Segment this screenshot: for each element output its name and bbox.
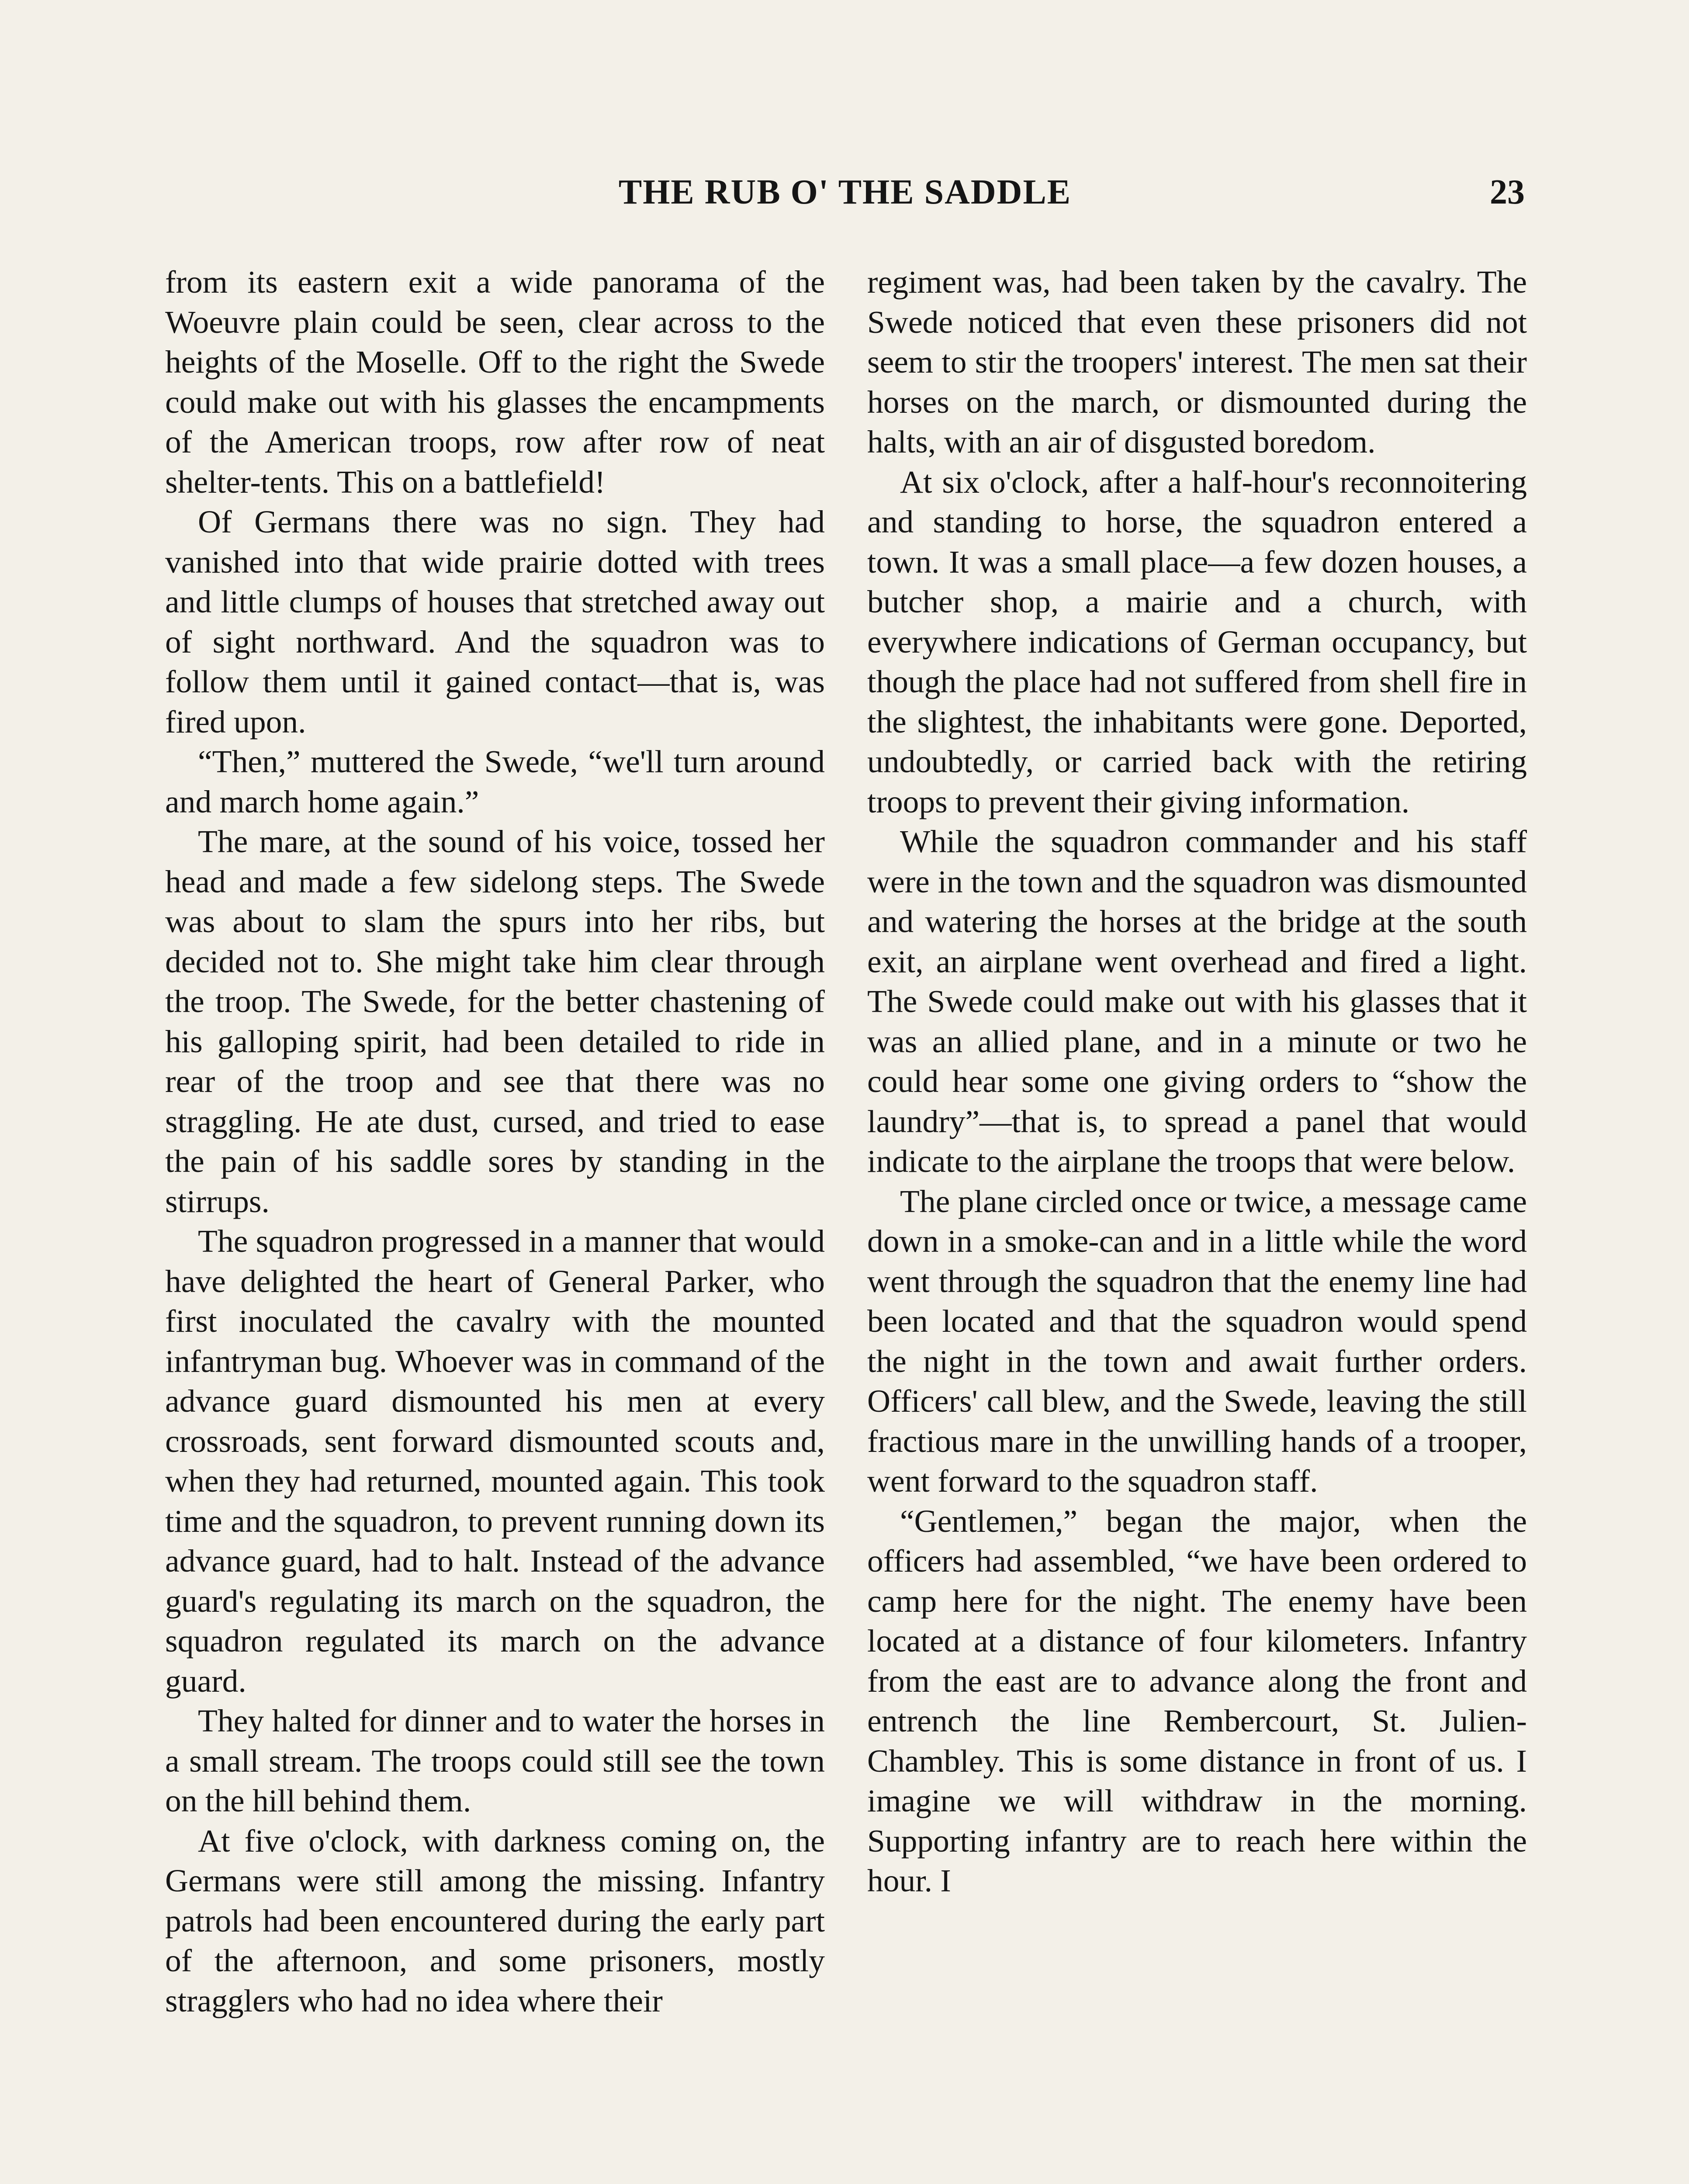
paragraph: At five o'clock, with darkness coming on, the Germans were still among the missing. Infantry patrols had been encountered during the early part of the afternoon, and some prisoners, mostly stragglers who had no idea where their — [165, 1823, 825, 2018]
right-column — [867, 262, 1527, 1901]
paragraph: regiment was, had been taken by the cavalry. The Swede noticed that even these prisoners did not seem to stir the troopers' interest. The men sat their horses on the march, or dismounted during the halts, with an air of disgusted boredom. — [867, 264, 1527, 460]
paragraph: The mare, at the sound of his voice, tossed her head and made a few sidelong steps. The Swede was about to slam the spurs into her ribs, but decided not to. She might take him clear through the troop. The Swede, for the better chastening of his galloping spirit, had been detailed to ride in rear of the troop and see that there was no straggling. He ate dust, cursed, and tried to ease the pain of his saddle sores by standing in the stirrups. — [165, 824, 825, 1219]
paragraph: They halted for dinner and to water the horses in a small stream. The troops could still see the town on the hill behind them. — [165, 1703, 825, 1818]
paragraph: “Then,” muttered the Swede, “we'll turn around and march home again.” — [165, 744, 825, 819]
paragraph: “Gentlemen,” began the major, when the officers had assembled, “we have been ordered to camp here for the night. The enemy have been located at a distance of four kilometers. Infantry from the east are to advance along the front and entrench the line Rembercourt, St. Julien-Chambley. This is some distance in front of us. I imagine we will withdraw in the morning. Supporting infantry are to reach here within the hour. I — [867, 1503, 1527, 1898]
paragraph: The squadron progressed in a manner that would have delighted the heart of General Parker, who first inoculated the cavalry with the mounted infantryman bug. Whoever was in command of the advance guard dismounted his men at every crossroads, sent forward dismounted scouts and, when they had returned, mounted again. This took time and the squadron, to prevent running down its advance guard, had to halt. Instead of the advance guard's regulating its march on the squadron, the squadron regulated its march on the advance guard. — [165, 1223, 825, 1699]
paragraph: The plane circled once or twice, a message came down in a smoke-can and in a little while the word went through the squadron that the enemy line had been located and that the squadron would spend the night in the town and await further orders. Officers' call blew, and the Swede, leaving the still fractious mare in the unwilling hands of a trooper, went forward to the squadron staff. — [867, 1183, 1527, 1499]
paragraph: While the squadron commander and his staff were in the town and the squadron was dismounted and watering the horses at the bridge at the south exit, an airplane went overhead and fired a light. The Swede could make out with his glasses that it was an allied plane, and in a minute or two he could hear some one giving orders to “show the laundry”—that is, to spread a panel that would indicate to the airplane the troops that were below. — [867, 824, 1527, 1179]
running-title: THE RUB O' THE SADDLE — [618, 173, 1072, 211]
paragraph: from its eastern exit a wide panorama of the Woeuvre plain could be seen, clear across to the heights of the Moselle. Off to the right the Swede could make out with his glasses the encampments of the American troops, row after row of neat shelter-tents. This on a battlefield! — [165, 264, 825, 500]
left-column — [165, 262, 825, 2021]
page-number: 23 — [1490, 173, 1525, 211]
paragraph: Of Germans there was no sign. They had vanished into that wide prairie dotted with trees and little clumps of houses that stretched away out of sight northward. And the squadron was to follow them until it gained contact—that is, was fired upon. — [165, 504, 825, 740]
paragraph: At six o'clock, after a half-hour's reconnoitering and standing to horse, the squadron entered a town. It was a small place—a few dozen houses, a butcher shop, a mairie and a church, with everywhere indications of German occupancy, but though the place had not suffered from shell fire in the slightest, the inhabitants were gone. Deported, undoubtedly, or carried back with the retiring troops to prevent their giving information. — [867, 464, 1527, 819]
page-header — [165, 173, 1525, 221]
